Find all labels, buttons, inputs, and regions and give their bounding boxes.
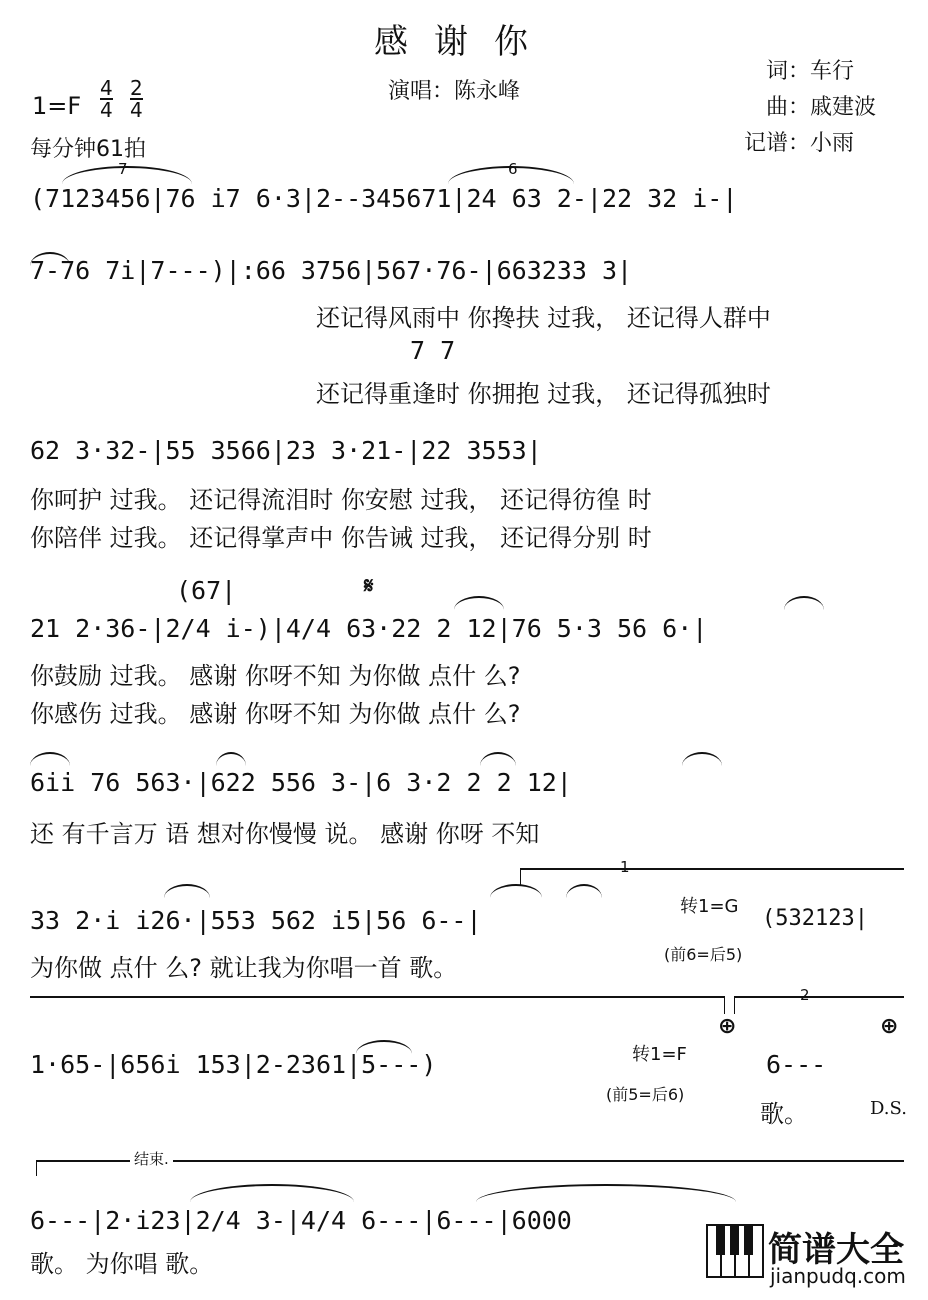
song-title: 感谢你 <box>374 22 554 62</box>
watermark-site-name: 简谱大全 <box>768 1230 904 1270</box>
lyric-row-5: 还 有千言万 语 想对你慢慢 说。 感谢 你呀 不知 <box>30 820 540 848</box>
modulation-to-f: 转1=F <box>632 1044 687 1065</box>
composer-credit: 曲：戚建波 <box>766 95 877 120</box>
time-signature-2-4: 2 4 <box>130 76 143 122</box>
lyric-row-3-verse-1: 你呵护 过我。 还记得流泪时 你安慰 过我， 还记得彷徨 时 <box>30 486 652 514</box>
modulation-to-g: 转1=G <box>680 896 739 917</box>
notation-row-2: 7-76 7i|7---)|:66 3756|567·76-|663233 3| <box>30 256 633 285</box>
tuplet-6-mark: 6 <box>508 160 518 178</box>
dal-segno-marking: D.S. <box>870 1098 907 1119</box>
notation-row-6: 33 2·i i26·|553 562 i5|56 6--| <box>30 906 482 935</box>
lyric-row-2-verse-1: 还记得风雨中 你搀扶 过我， 还记得人群中 <box>316 304 771 332</box>
interlude-notes: (532123| <box>762 906 868 931</box>
end-label: 结束. <box>130 1148 173 1169</box>
tuplet-slur <box>62 166 192 184</box>
piano-keys-logo-icon <box>706 1224 764 1278</box>
notation-row-3: 62 3·32-|55 3566|23 3·21-|22 3553| <box>30 436 542 465</box>
notation-row-7: 1·65-|656i 153|2-2361|5---) <box>30 1050 437 1079</box>
slur <box>480 752 516 766</box>
modulation-note-f: (前5=后6) <box>606 1085 685 1104</box>
lyric-row-2-verse-2: 还记得重逢时 你拥抱 过我， 还记得孤独时 <box>316 380 771 408</box>
tuplet-7-mark: 7 <box>118 160 128 178</box>
ending-2-number: 2 <box>800 986 810 1004</box>
slur <box>476 1184 736 1202</box>
ending-2-bracket-edge <box>734 996 735 1014</box>
lyric-row-7: 歌。 <box>760 1100 808 1128</box>
tempo-marking: 每分钟61拍 <box>30 137 146 162</box>
key-signature: 1=F <box>32 92 82 120</box>
slur <box>190 1184 354 1202</box>
time-signature-4-4: 4 4 <box>100 76 113 122</box>
lyricist-credit: 词：车行 <box>766 59 855 84</box>
slur <box>490 884 542 898</box>
lyric-row-4-verse-1: 你鼓励 过我。 感谢 你呀不知 为你做 点什 么? <box>30 662 521 690</box>
singer-credit: 演唱：陈永峰 <box>388 79 521 104</box>
notation-row-8: 6---|2·i23|2/4 3-|4/4 6---|6---|6000 <box>30 1206 572 1235</box>
ending-1-number: 1 <box>620 858 630 876</box>
transcriber-credit: 记谱：小雨 <box>744 131 855 156</box>
alt-notes-row-4: (67| <box>176 576 237 605</box>
watermark-url: jianpudq.com <box>770 1264 906 1288</box>
notation-row-1: (7123456|76 i7 6·3|2--345671|24 63 2-|22 32 i-| <box>30 184 738 213</box>
slur <box>216 752 246 766</box>
slur <box>454 596 504 610</box>
slur <box>682 752 722 766</box>
slur <box>566 884 602 898</box>
lyric-row-6: 为你做 点什 么? 就让我为你唱一首 歌。 <box>30 954 458 982</box>
repeat-line <box>30 996 724 998</box>
notation-row-5: 6ii 76 563·|622 556 3-|6 3·2 2 2 12| <box>30 768 572 797</box>
alt-notes-verse-2: 7 7 <box>410 336 456 365</box>
repeat-line-edge <box>724 996 725 1014</box>
ending-1-bracket <box>520 868 904 870</box>
lyric-row-4-verse-2: 你感伤 过我。 感谢 你呀不知 为你做 点什 么? <box>30 700 521 728</box>
coda-notes: 6--- <box>766 1050 827 1079</box>
ending-line-edge <box>36 1160 37 1176</box>
lyric-row-3-verse-2: 你陪伴 过我。 还记得掌声中 你告诫 过我， 还记得分别 时 <box>30 524 652 552</box>
lyric-row-8: 歌。 为你唱 歌。 <box>30 1250 214 1278</box>
coda-icon: ⊕ <box>718 1014 737 1039</box>
coda-icon: ⊕ <box>880 1014 899 1039</box>
modulation-note-g: (前6=后5) <box>664 945 743 964</box>
slur <box>784 596 824 610</box>
ending-2-bracket <box>734 996 904 998</box>
slur <box>164 884 210 898</box>
notation-row-4: 21 2·36-|2/4 i-)|4/4 63·22 2 12|76 5·3 56 6·| <box>30 614 708 643</box>
slur <box>30 752 70 766</box>
segno-icon: 𝄋 <box>364 574 374 599</box>
